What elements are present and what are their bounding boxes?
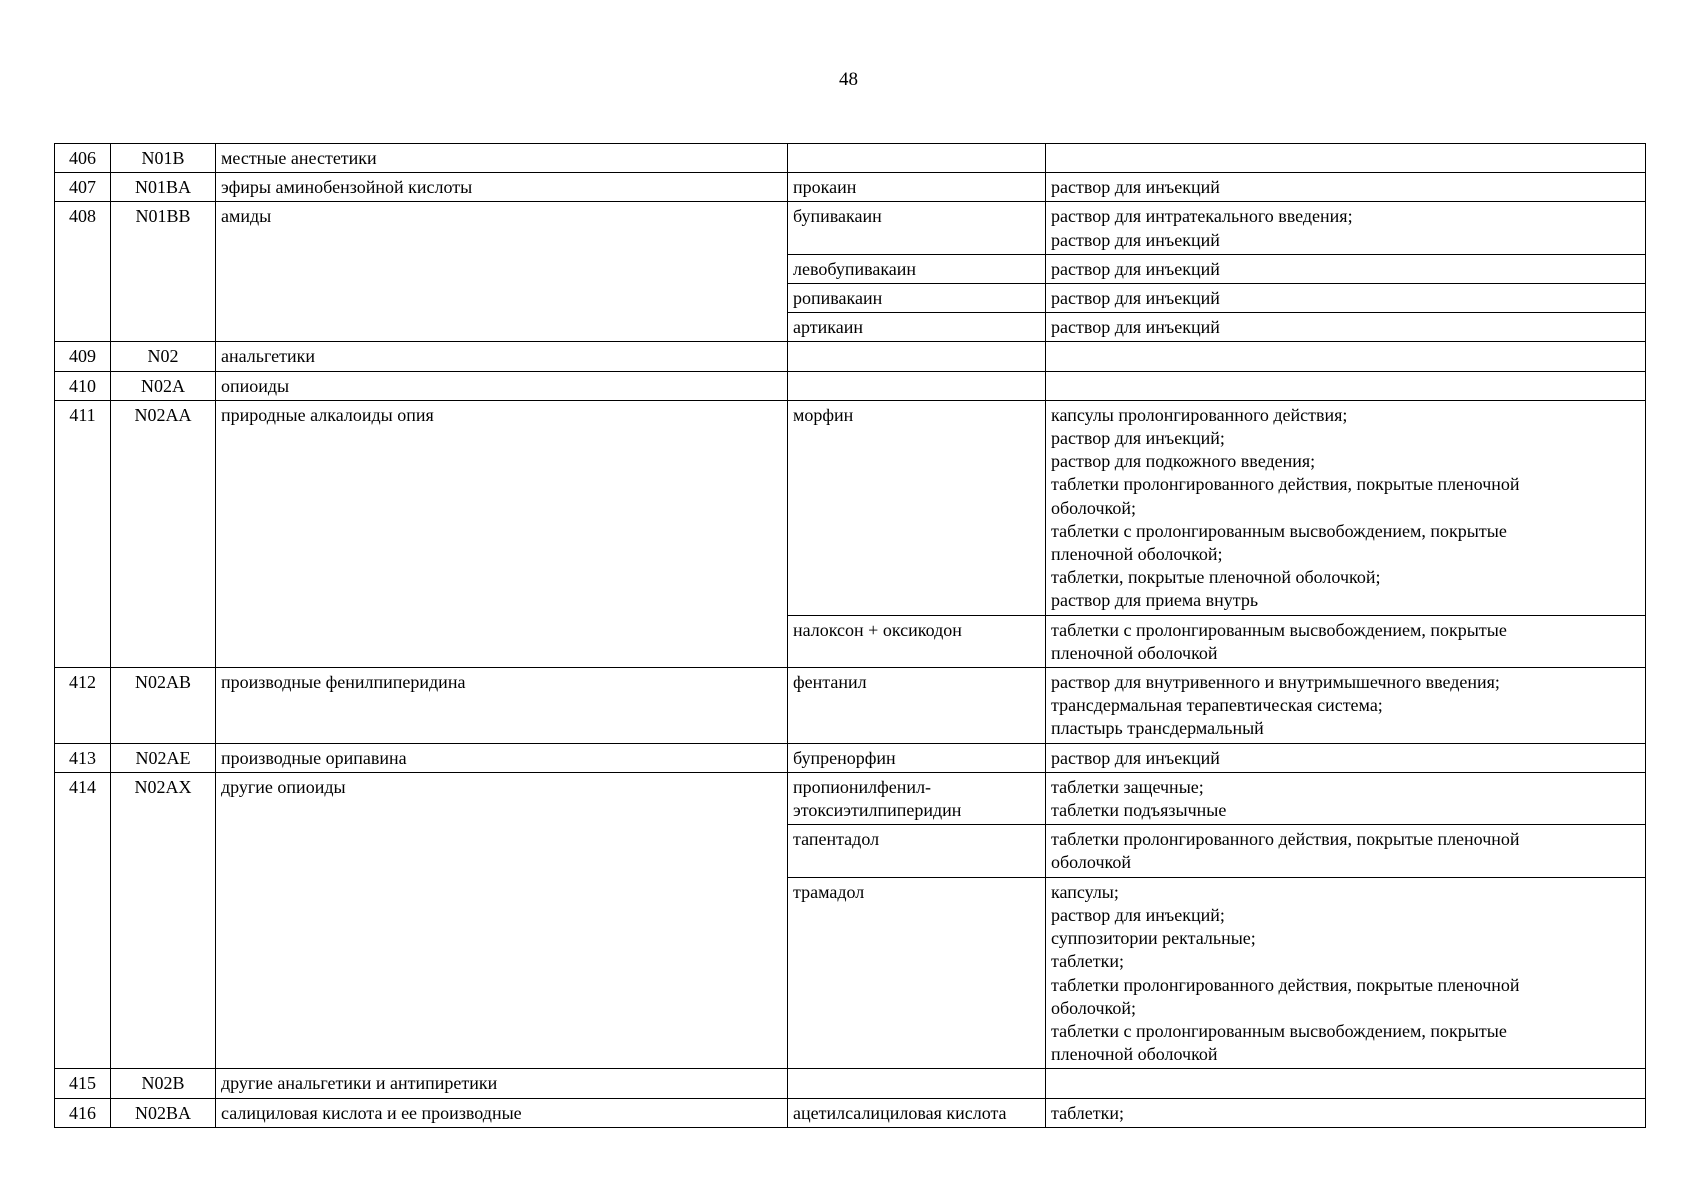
table-row	[55, 668, 1646, 744]
group-name-cell: природные алкалоиды опия	[216, 400, 788, 667]
dosage-form-line: раствор для внутривенного и внутримышечного введения;	[1051, 672, 1500, 693]
group-name-cell: анальгетики	[216, 342, 788, 371]
row-number-cell: 412	[55, 668, 111, 744]
drug-name-cell: ропивакаин	[788, 284, 1046, 313]
dosage-form-line: оболочкой;	[1051, 997, 1136, 1018]
group-name-cell: амиды	[216, 202, 788, 342]
dosage-form-line: оболочкой	[1051, 852, 1131, 873]
drug-name-cell	[788, 144, 1046, 173]
dosage-forms-cell	[1046, 173, 1646, 202]
dosage-form-line: суппозитории ректальные;	[1051, 928, 1256, 949]
page-number: 48	[839, 69, 858, 90]
dosage-forms-cell	[1046, 668, 1646, 744]
drug-name-cell	[788, 371, 1046, 400]
drug-name-cell: прокаин	[788, 173, 1046, 202]
dosage-form-line: таблетки;	[1051, 1102, 1125, 1123]
row-number-cell: 408	[55, 202, 111, 342]
atc-code-cell: N01BA	[111, 173, 216, 202]
dosage-forms-cell	[1046, 202, 1646, 254]
atc-code-cell: N02	[111, 342, 216, 371]
drug-name-cell: бупренорфин	[788, 743, 1046, 772]
dosage-form-line: капсулы пролонгированного действия;	[1051, 404, 1348, 425]
dosage-form-line: оболочкой;	[1051, 497, 1136, 518]
table-row	[55, 342, 1646, 371]
dosage-form-line: таблетки пролонгированного действия, покрытые пленочной	[1051, 974, 1520, 995]
atc-code-cell: N01B	[111, 144, 216, 173]
dosage-form-line: таблетки защечные;	[1051, 776, 1204, 797]
dosage-form-line: раствор для инъекций	[1051, 317, 1220, 338]
atc-code-cell: N02AB	[111, 668, 216, 744]
dosage-form-line: раствор для инъекций	[1051, 229, 1220, 250]
dosage-forms-cell	[1046, 400, 1646, 615]
atc-code-cell: N02AE	[111, 743, 216, 772]
drug-name-cell: фентанил	[788, 668, 1046, 744]
table-row	[55, 743, 1646, 772]
table-row	[55, 202, 1646, 254]
atc-code-cell: N02AX	[111, 772, 216, 1068]
dosage-form-line: таблетки с пролонгированным высвобождением, покрытые	[1051, 1020, 1507, 1041]
row-number-cell: 406	[55, 144, 111, 173]
drug-name-cell	[788, 1069, 1046, 1098]
dosage-form-line: таблетки с пролонгированным высвобождением, покрытые	[1051, 619, 1507, 640]
dosage-forms-cell	[1046, 313, 1646, 342]
row-number-cell: 416	[55, 1098, 111, 1127]
dosage-forms-cell	[1046, 877, 1646, 1069]
group-name-cell: эфиры аминобензойной кислоты	[216, 173, 788, 202]
dosage-form-line: трансдермальная терапевтическая система;	[1051, 695, 1383, 716]
row-number-cell: 413	[55, 743, 111, 772]
drug-table	[54, 143, 1646, 1128]
dosage-form-line: раствор для инъекций	[1051, 747, 1220, 768]
dosage-forms-cell	[1046, 825, 1646, 877]
dosage-form-line: раствор для инъекций;	[1051, 904, 1225, 925]
dosage-forms-cell	[1046, 615, 1646, 667]
dosage-forms-cell	[1046, 743, 1646, 772]
dosage-form-line: пленочной оболочкой	[1051, 642, 1218, 663]
atc-code-cell: N02B	[111, 1069, 216, 1098]
dosage-form-line: раствор для инъекций;	[1051, 428, 1225, 449]
atc-code-cell: N02BA	[111, 1098, 216, 1127]
group-name-cell: производные фенилпиперидина	[216, 668, 788, 744]
dosage-forms-cell	[1046, 371, 1646, 400]
atc-code-cell: N02AA	[111, 400, 216, 667]
dosage-forms-cell	[1046, 254, 1646, 283]
dosage-form-line: раствор для приема внутрь	[1051, 590, 1259, 611]
dosage-form-line: таблетки с пролонгированным высвобождением, покрытые	[1051, 520, 1507, 541]
dosage-form-line: раствор для инъекций	[1051, 177, 1220, 198]
table-row	[55, 144, 1646, 173]
drug-name-cell: трамадол	[788, 877, 1046, 1069]
dosage-form-line: раствор для инъекций	[1051, 258, 1220, 279]
dosage-form-line: раствор для инъекций	[1051, 288, 1220, 309]
group-name-cell: местные анестетики	[216, 144, 788, 173]
group-name-cell: салициловая кислота и ее производные	[216, 1098, 788, 1127]
drug-name-cell: артикаин	[788, 313, 1046, 342]
group-name-cell: другие анальгетики и антипиретики	[216, 1069, 788, 1098]
drug-name-cell	[788, 342, 1046, 371]
table-row	[55, 400, 1646, 615]
drug-name-line: этоксиэтилпиперидин	[793, 800, 962, 821]
drug-name-cell: бупивакаин	[788, 202, 1046, 254]
dosage-form-line: пленочной оболочкой	[1051, 1044, 1218, 1065]
dosage-form-line: таблетки пролонгированного действия, покрытые пленочной	[1051, 474, 1520, 495]
group-name-cell: опиоиды	[216, 371, 788, 400]
dosage-form-line: раствор для подкожного введения;	[1051, 451, 1316, 472]
dosage-form-line: капсулы;	[1051, 881, 1119, 902]
dosage-form-line: таблетки, покрытые пленочной оболочкой;	[1051, 567, 1381, 588]
dosage-form-line: таблетки;	[1051, 951, 1125, 972]
drug-name-cell: ацетилсалициловая кислота	[788, 1098, 1046, 1127]
drug-name-cell: тапентадол	[788, 825, 1046, 877]
dosage-forms-cell	[1046, 772, 1646, 824]
drug-name-line: пропионилфенил-	[793, 776, 932, 797]
dosage-forms-cell	[1046, 1069, 1646, 1098]
row-number-cell: 410	[55, 371, 111, 400]
dosage-form-line: пластырь трансдермальный	[1051, 718, 1264, 739]
dosage-forms-cell	[1046, 342, 1646, 371]
table-row	[55, 1098, 1646, 1127]
dosage-forms-cell	[1046, 284, 1646, 313]
drug-name-cell: налоксон + оксикодон	[788, 615, 1046, 667]
table-row	[55, 173, 1646, 202]
row-number-cell: 414	[55, 772, 111, 1068]
group-name-cell: другие опиоиды	[216, 772, 788, 1068]
dosage-form-line: таблетки подъязычные	[1051, 800, 1227, 821]
dosage-form-line: раствор для интратекального введения;	[1051, 206, 1353, 227]
dosage-form-line: пленочной оболочкой;	[1051, 544, 1223, 565]
row-number-cell: 407	[55, 173, 111, 202]
atc-code-cell: N01BB	[111, 202, 216, 342]
dosage-form-line: таблетки пролонгированного действия, покрытые пленочной	[1051, 829, 1520, 850]
table-row	[55, 1069, 1646, 1098]
row-number-cell: 411	[55, 400, 111, 667]
dosage-forms-cell	[1046, 1098, 1646, 1127]
atc-code-cell: N02A	[111, 371, 216, 400]
drug-name-cell: левобупивакаин	[788, 254, 1046, 283]
drug-name-cell	[788, 772, 1046, 824]
drug-name-cell: морфин	[788, 400, 1046, 615]
table-row	[55, 371, 1646, 400]
group-name-cell: производные орипавина	[216, 743, 788, 772]
row-number-cell: 409	[55, 342, 111, 371]
table-row	[55, 772, 1646, 824]
dosage-forms-cell	[1046, 144, 1646, 173]
row-number-cell: 415	[55, 1069, 111, 1098]
